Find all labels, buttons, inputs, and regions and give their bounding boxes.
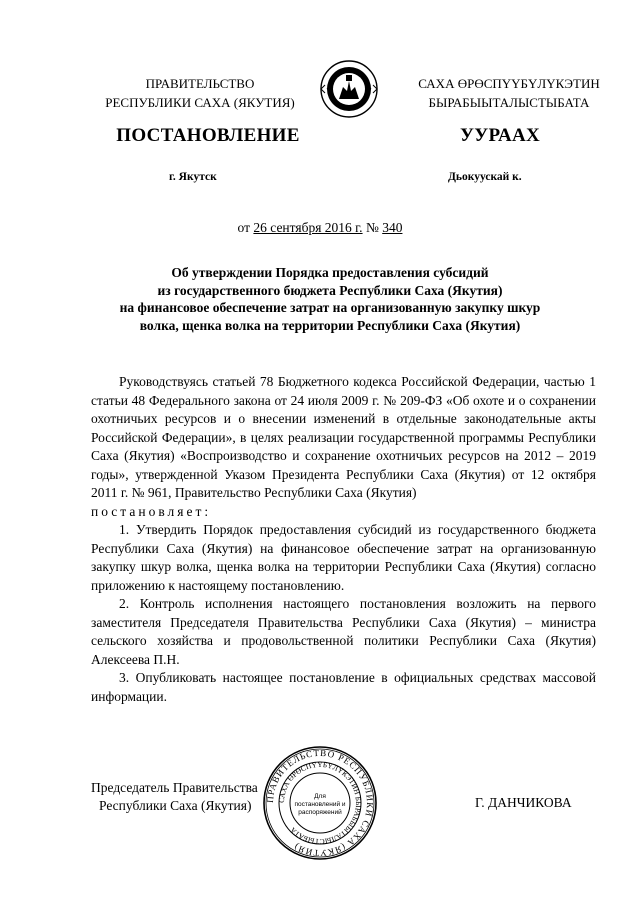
document-type-yakut: УУРААХ xyxy=(459,125,541,146)
seal-center-line-3: распоряжений xyxy=(298,809,342,816)
government-name-yakut xyxy=(396,74,622,112)
document-heading xyxy=(80,264,580,334)
heading-line-4: волка, щенка волка на территории Республики Саха (Якутия) xyxy=(139,317,521,333)
preamble-paragraph: Руководствуясь статьей 78 Бюджетного кодекса Российской Федерации, частью 1 статьи 48 Федерального закона от 24 июля 2009 г. № 209-ФЗ «Об охоте и о сохранении охотничьих ресурсов и о внесении изменений в отдельные законодательные акты Российской Федерации», в целях реализации государственной программы Республики Саха (Якутия) «Воспроизводство и сохранение охотничьих ресурсов на 2012 – 2019 годы», утвержденной Указом Президента Республики Саха (Якутия) от 12 октября 2011 г. № 961, Правительство Республики Саха (Якутия) xyxy=(91,374,596,500)
seal-inner-text: САХА ӨРӨСПҮҮБҮЛҮКЭТИН БЫРАБЫЫТАЛЫСТЫБАТА xyxy=(276,759,364,847)
signatory-position xyxy=(91,779,258,815)
government-yakut-line-2: БЫРАБЫЫТАЛЫСТЫБАТА xyxy=(428,95,590,110)
document-type-russian: ПОСТАНОВЛЕНИЕ xyxy=(116,125,300,146)
city-russian: г. Якутск xyxy=(169,171,217,183)
seal-center-line-2: постановлений и xyxy=(294,801,346,808)
official-seal-icon xyxy=(262,745,378,861)
decree-item-2: 2. Контроль исполнения настоящего постановления возложить на первого заместителя Председателя Правительства Республики Саха (Якутия) – министра сельского хозяйства и продовольственной политики Республики Саха (Якутия) Алексеева П.Н. xyxy=(91,596,596,667)
heading-line-2: из государственного бюджета Республики Саха (Якутия) xyxy=(157,282,503,298)
city-yakut: Дьокуускай к. xyxy=(448,171,522,183)
document-date: 26 сентября 2016 г. xyxy=(253,220,363,235)
signatory-position-line-2: Республики Саха (Якутия) xyxy=(99,798,252,813)
signatory-name: Г. ДАНЧИКОВА xyxy=(475,795,572,810)
signatory-position-line-1: Председатель Правительства xyxy=(91,780,258,795)
decree-item-1: 1. Утвердить Порядок предоставления субсидий из государственного бюджета Республики Саха (Якутия) на финансовое обеспечение затрат на организованную закупку шкур волка, щенка волка на территории Республики Саха (Якутия) согласно приложению к настоящему постановлению. xyxy=(91,522,596,593)
decree-item-3: 3. Опубликовать настоящее постановление в официальных средствах массовой информации. xyxy=(91,670,596,704)
document-number: 340 xyxy=(382,220,403,235)
coat-of-arms-icon xyxy=(319,55,379,123)
heading-line-3: на финансовое обеспечение затрат на организованную закупку шкур xyxy=(119,300,541,315)
date-prefix: от xyxy=(237,220,254,235)
seal-center-line-1: Для xyxy=(314,793,326,800)
document-date-line xyxy=(0,220,640,236)
government-line-1: ПРАВИТЕЛЬСТВО xyxy=(145,76,255,91)
seal-outer-text: ПРАВИТЕЛЬСТВО РЕСПУБЛИКИ САХА (ЯКУТИЯ) xyxy=(264,747,376,859)
government-line-2: РЕСПУБЛИКИ САХА (ЯКУТИЯ) xyxy=(105,95,295,110)
decree-word: постановляет: xyxy=(91,503,212,519)
government-yakut-line-1: САХА ӨРӨСПҮҮБҮЛҮКЭТИН xyxy=(418,76,600,91)
number-sign: № xyxy=(362,220,383,235)
heading-line-1: Об утверждении Порядка предоставления субсидий xyxy=(171,265,489,280)
document-body xyxy=(91,373,596,706)
government-name-russian xyxy=(96,74,304,112)
